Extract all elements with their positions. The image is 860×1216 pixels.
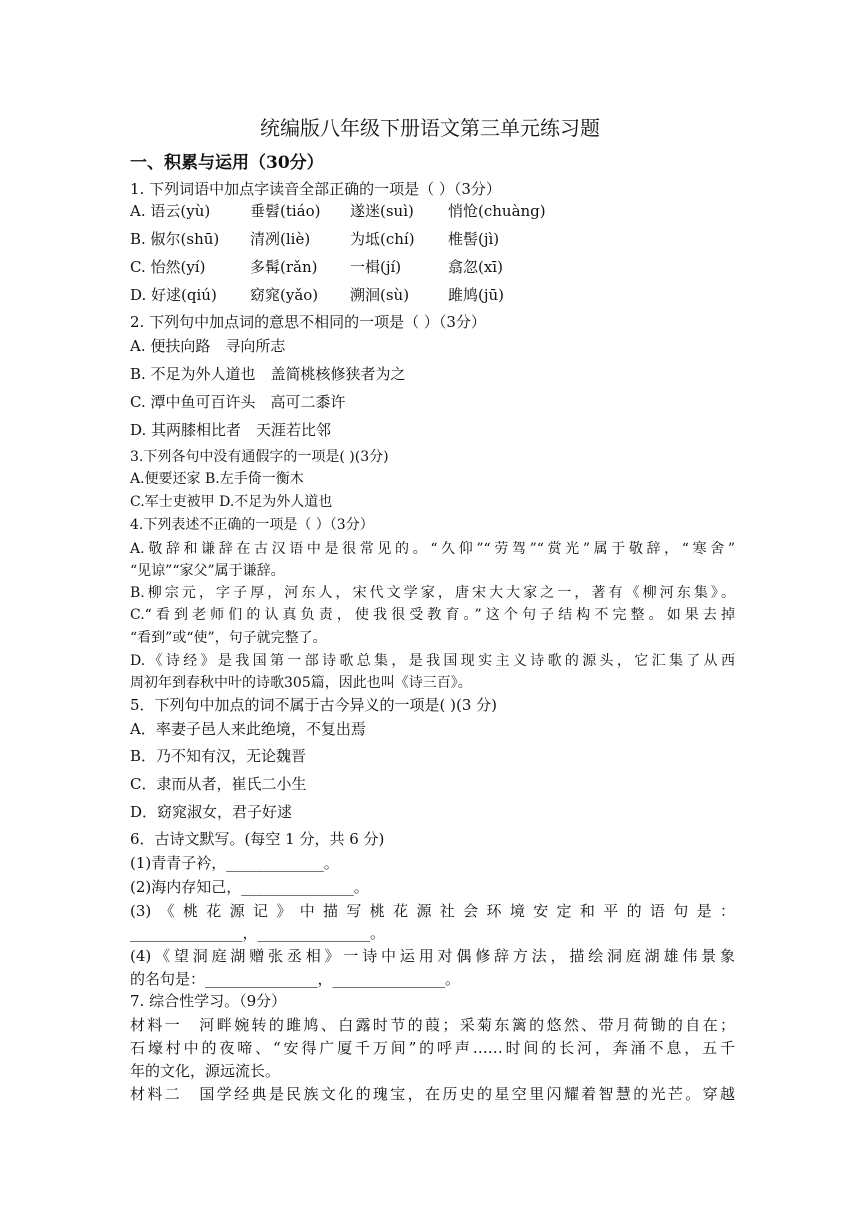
option-term: B. 俶尔(shū) <box>130 230 220 248</box>
question-5: 5．下列句中加点的词不属于古今异义的一项是( )(3 分) <box>130 696 498 714</box>
q2-option-c: C. 潭中鱼可百许头 高可二黍许 <box>130 393 346 411</box>
q4-option-c-line2: “看到”或“使”，句子就完整了。 <box>130 630 327 646</box>
material-1-line3: 年的文化，源远流长。 <box>130 1062 281 1080</box>
question-2: 2. 下列句中加点词的意思不相同的一项是（ ）（3分） <box>130 313 486 331</box>
q1-option-b <box>130 226 735 252</box>
q5-option-d: D．窈窕淑女，君子好逑 <box>130 803 293 821</box>
q4-option-a-line1: A.敬辞和谦辞在古汉语中是很常见的。“久仰”“劳驾”“赏光”属于敬辞，“寒舍” <box>130 541 735 557</box>
material-2-line1: 材料二 国学经典是民族文化的瑰宝，在历史的星空里闪耀着智慧的光芒。穿越 <box>130 1085 735 1103</box>
option-term: 翕忽(xī) <box>448 258 503 276</box>
q6-item-3: (3)《桃花源记》中描写桃花源社会环境安定和平的语句是： <box>130 902 735 920</box>
q4-option-b: B.柳宗元，字子厚，河东人，宋代文学家，唐宋大大家之一，著有《柳河东集》。 <box>130 585 735 601</box>
question-7: 7. 综合性学习。（9分） <box>130 992 287 1010</box>
material-1-line1: 材料一 河畔婉转的雎鸠、白露时节的葭；采菊东篱的悠然、带月荷锄的自在； <box>130 1016 735 1034</box>
option-term: 窈窕(yǎo) <box>250 286 319 304</box>
q4-option-d-line2: 周初年到春秋中叶的诗歌305篇，因此也叫《诗三百》。 <box>130 675 472 691</box>
q1-option-d <box>130 282 735 308</box>
q2-option-b: B. 不足为外人道也 盖简桃核修狭者为之 <box>130 365 406 383</box>
question-3: 3.下列各句中没有通假字的一项是( )(3分) <box>130 449 389 465</box>
option-term: 溯洄(sù) <box>350 286 410 304</box>
option-term: 清冽(liè) <box>250 230 311 248</box>
material-1-line2: 石壕村中的夜啼、“安得广厦千万间”的呼声……时间的长河，奔涌不息，五千 <box>130 1039 735 1057</box>
q4-option-c-line1: C.“看到老师们的认真负责，使我很受教育。”这个句子结构不完整。如果去掉 <box>130 607 735 623</box>
option-term: 雎鸠(jū) <box>448 286 505 304</box>
option-term: A. 语云(yù) <box>130 202 211 220</box>
q6-blank-3: _______________，_______________。 <box>130 924 386 942</box>
q3-options-cd: C.军士吏被甲 D.不足为外人道也 <box>130 494 333 510</box>
q4-option-a-line2: “见谅”“家父”属于谦辞。 <box>130 563 285 579</box>
section-heading: 一、积累与运用（30分） <box>130 153 324 173</box>
question-6: 6．古诗文默写。(每空 1 分，共 6 分) <box>130 830 385 848</box>
option-term: 为坻(chí) <box>350 230 415 248</box>
q5-option-c: C．隶而从者，崔氏二小生 <box>130 775 307 793</box>
question-4: 4.下列表述不正确的一项是（ ）（3分） <box>130 517 374 533</box>
q6-blank-2: (2)海内存知己，_______________。 <box>130 878 369 896</box>
q6-blank-1: (1)青青子衿，_____________。 <box>130 854 339 872</box>
option-term: 一楫(jí) <box>350 258 402 276</box>
option-term: 遂迷(suì) <box>350 202 414 220</box>
option-term: D. 好逑(qiú) <box>130 286 217 304</box>
option-term: C. 怡然(yí) <box>130 258 206 276</box>
page-title: 统编版八年级下册语文第三单元练习题 <box>260 116 600 140</box>
q5-option-a: A．率妻子邑人来此绝境，不复出焉 <box>130 720 366 738</box>
q1-option-c <box>130 254 735 280</box>
option-term: 椎髻(jì) <box>448 230 500 248</box>
q3-options-ab: A.便要还家 B.左手倚一衡木 <box>130 471 304 487</box>
q1-option-a <box>130 198 735 224</box>
question-1: 1. 下列词语中加点字读音全部正确的一项是（ ）（3分） <box>130 180 501 198</box>
option-term: 垂髫(tiáo) <box>250 202 321 220</box>
q5-option-b: B．乃不知有汉，无论魏晋 <box>130 747 307 765</box>
q6-item-4: (4)《望洞庭湖赠张丞相》一诗中运用对偶修辞方法，描绘洞庭湖雄伟景象 <box>130 947 735 965</box>
option-term: 多髯(rǎn) <box>250 258 318 276</box>
q4-option-d-line1: D.《诗经》是我国第一部诗歌总集，是我国现实主义诗歌的源头，它汇集了从西 <box>130 653 735 669</box>
option-term: 悄怆(chuàng) <box>448 202 546 220</box>
q2-option-a: A. 便扶向路 寻向所志 <box>130 337 286 355</box>
q6-blank-4: 的名句是：_______________，_______________。 <box>130 970 461 988</box>
q2-option-d: D. 其两膝相比者 天涯若比邻 <box>130 421 332 439</box>
